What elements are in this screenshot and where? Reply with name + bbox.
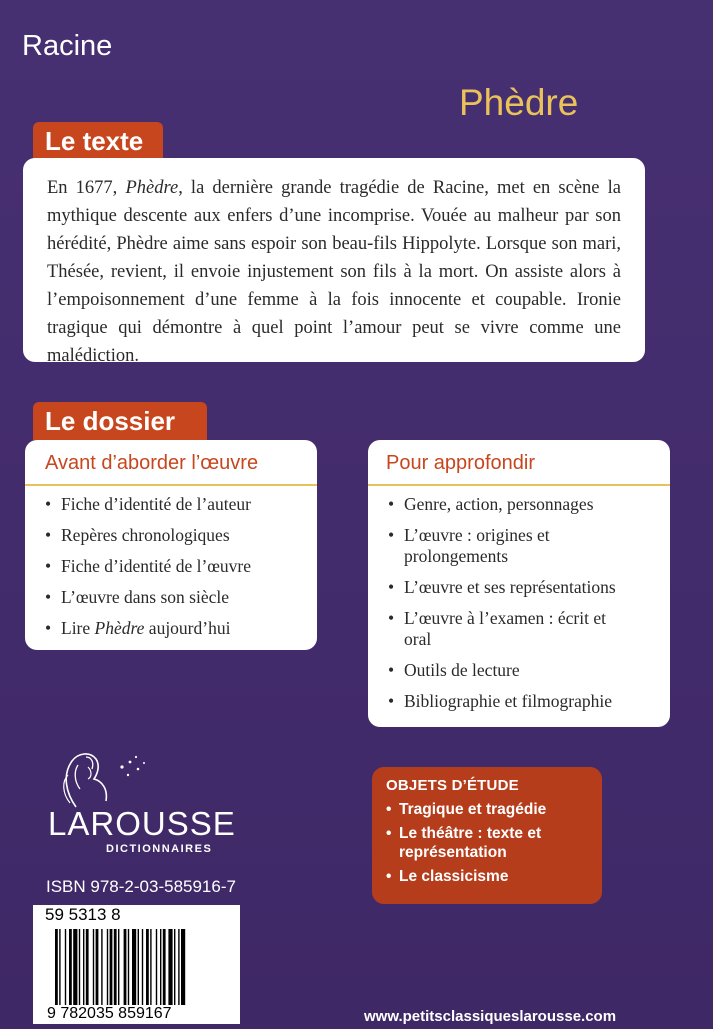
objets-heading: OBJETS D’ÉTUDE	[386, 777, 519, 794]
list-item: • Tragique et tragédie	[386, 800, 588, 819]
avant-panel	[25, 440, 317, 650]
texte-tag: Le texte	[33, 122, 163, 160]
texte-paragraph: En 1677, Phèdre, la dernière grande tragédie de Racine, met en scène la mythique descente aux enfers d’une incomprise. Vouée au malheur par son hérédité, Phèdre aime sans espoir son beau-fils Hippolyte. Lorsque son mari, Thésée, revient, il envoie injustement son fils à la mort. On assiste alors à l’empoisonnement d’une femme à la fois innocente et coupable. Ironie tragique qui démontre à quel point l’amour peut se vivre comme une malédiction.	[47, 178, 621, 366]
list-item: • L’œuvre dans son siècle	[45, 587, 317, 608]
book-title: Phèdre	[459, 82, 579, 123]
dossier-tag: Le dossier	[33, 402, 207, 440]
website: www.petitsclassiqueslarousse.com	[364, 1008, 617, 1025]
list-item: • Bibliographie et filmographie	[388, 691, 670, 712]
list-item: • Repères chronologiques	[45, 525, 317, 546]
list-item: • Le théâtre : texte et représentation	[386, 824, 569, 862]
isbn: ISBN 978-2-03-585916-7	[46, 877, 236, 896]
publisher-name: LAROUSSE	[48, 805, 236, 842]
objets-box	[372, 767, 602, 904]
list-item: • Fiche d’identité de l’œuvre	[45, 556, 317, 577]
barcode-top-number: 59 5313 8	[45, 905, 121, 924]
objets-list	[386, 800, 588, 886]
approfondir-panel	[368, 440, 670, 727]
list-item: • Lire Phèdre aujourd’hui	[45, 618, 317, 639]
approfondir-list	[368, 486, 670, 712]
approfondir-heading: Pour approfondir	[386, 452, 535, 474]
list-item: • Genre, action, personnages	[388, 494, 670, 515]
list-item: • L’œuvre : origines et prolongements	[388, 525, 574, 567]
list-item: • L’œuvre à l’examen : écrit et oral	[388, 608, 634, 650]
author-name: Racine	[22, 30, 113, 62]
avant-list	[25, 486, 317, 639]
logo	[48, 745, 248, 855]
texte-panel	[23, 158, 645, 366]
list-item: • Le classicisme	[386, 867, 588, 886]
list-item: • L’œuvre et ses représentations	[388, 577, 670, 598]
avant-heading: Avant d’aborder l’œuvre	[45, 452, 259, 474]
list-item: • Outils de lecture	[388, 660, 670, 681]
publisher-sub: DICTIONNAIRES	[106, 843, 213, 855]
list-item: • Fiche d’identité de l’auteur	[45, 494, 317, 515]
barcode-icon	[55, 929, 230, 1005]
barcode-bottom-number: 9 782035 859167	[47, 1005, 172, 1022]
barcode-box	[33, 905, 240, 1024]
